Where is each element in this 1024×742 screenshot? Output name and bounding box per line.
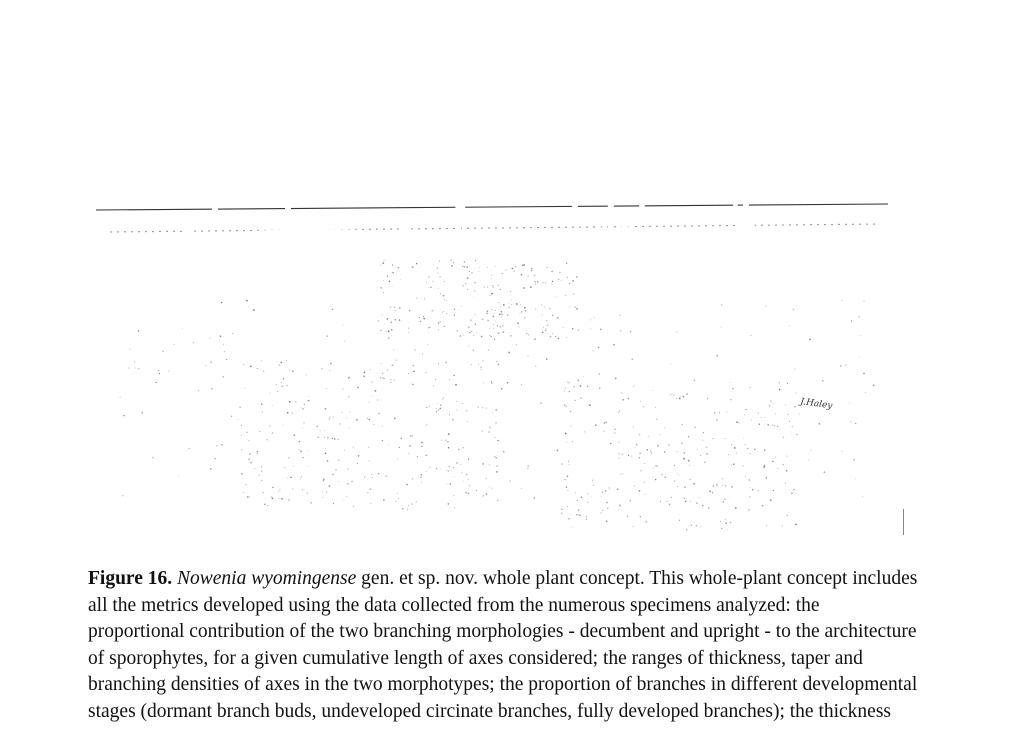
upright-axis xyxy=(278,32,306,210)
upright-axis xyxy=(636,87,658,205)
upright-axis xyxy=(207,72,233,210)
upright-axis xyxy=(590,152,636,410)
caption-text: gen. et sp. nov. whole plant concept. This whole-plant concept includes all the metrics developed using the data collected from the numerous specimens analyzed: the proportional contribution of the two branching morphologies - decumbent and upright - to the architecture of sporophytes, for a given cumulative length of axes considered; the ranges of thickness, taper and branching densities of axes in the two morphotypes; the proportion of branches in different developmental stages (dormant branch buds, undeveloped circinate branches, fully developed branches); the thickness xyxy=(88,568,918,722)
upright-axis xyxy=(444,92,480,320)
page-edge-marker xyxy=(903,509,904,535)
decumbent-axis xyxy=(620,300,840,360)
upright-axis xyxy=(178,227,194,355)
figure-caption xyxy=(88,566,918,725)
figure-label: Figure 16. xyxy=(88,568,173,589)
artist-signature: J.Haley xyxy=(799,397,833,412)
species-name: Nowenia wyomingense xyxy=(177,568,357,589)
upright-axis xyxy=(565,37,593,215)
